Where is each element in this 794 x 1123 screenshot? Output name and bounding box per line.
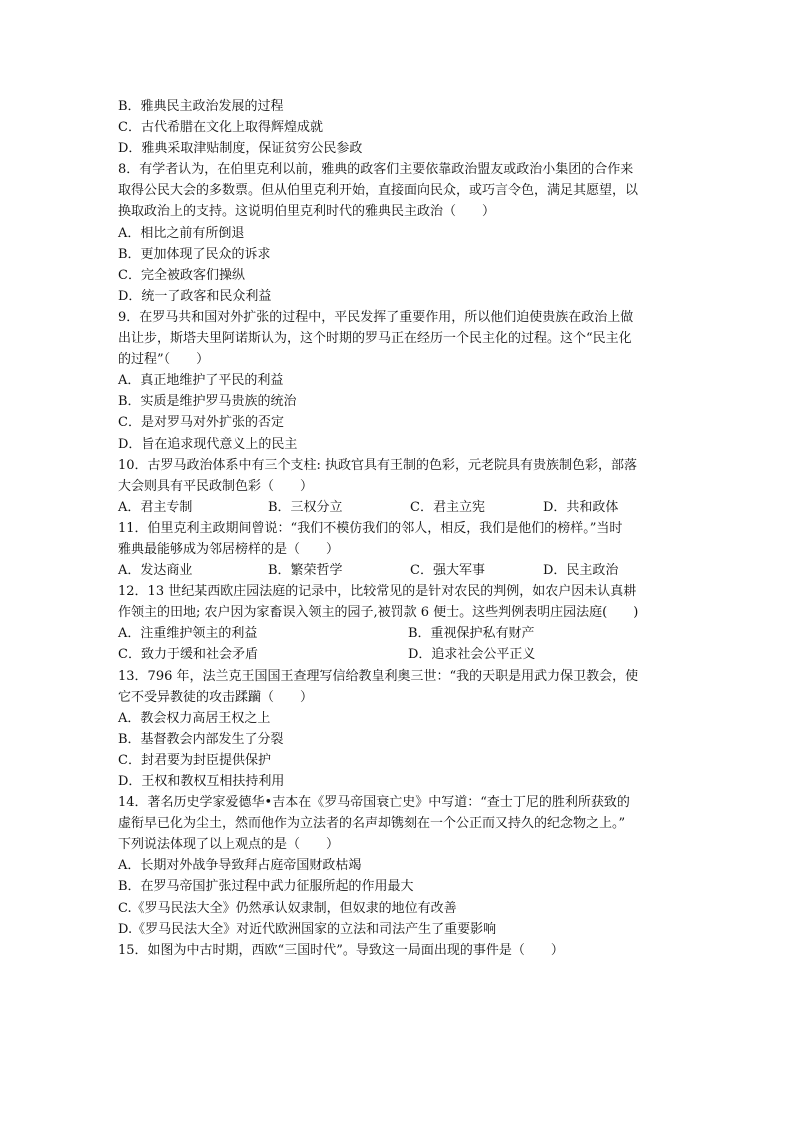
question-stem: 8．有学者认为，在伯里克利以前，雅典的政客们主要依靠政治盟友或政治小集团的合作来 [118,162,634,178]
question-stem: 虚衔早已化为尘土，然而他作为立法者的名声却镌刻在一个公正而又持久的纪念物之上。” [118,816,626,832]
option-c: C．是对罗马对外扩张的否定 [118,415,284,431]
question-stem: 下列说法体现了以上观点的是（ ） [118,837,340,853]
option-a: A．发达商业 [118,563,193,579]
option-b: B．三权分立 [268,499,343,515]
question-10 [118,455,678,518]
option-d: D．统一了政客和民众利益 [118,288,272,304]
option-a: A．注重维护领主的利益 [118,626,258,642]
option-b: B．重视保护私有财产 [408,626,535,642]
question-13 [118,666,678,793]
option-c: C．强大军事 [410,563,485,579]
question-stem: 作领主的田地; 农户因为家畜误入领主的园子,被罚款 6 便士。这些判例表明庄园法庭( ) [118,605,639,621]
option-a: A．教会权力高居王权之上 [118,710,271,726]
question-stem: 11．伯里克利主政期间曾说：“我们不模仿我们的邻人，相反，我们是他们的榜样。”当时 [118,520,623,536]
exam-page [118,96,678,961]
question-stem: 的过程”（ ） [118,352,210,368]
option-b: B．更加体现了民众的诉求 [118,246,271,262]
question-stem: 雅典最能够成为邻居榜样的是（ ） [118,541,340,557]
option-d: D．共和政体 [543,499,619,515]
option-a: A．长期对外战争导致拜占庭帝国财政枯竭 [118,858,362,874]
option-a: A．真正地维护了平民的利益 [118,373,284,389]
option-c: C．封君要为封臣提供保护 [118,752,271,768]
question-stem: 14．著名历史学家爱德华•吉本在《罗马帝国衰亡史》中写道：“查士丁尼的胜利所获致的 [118,795,630,811]
question-stem: 15．如图为中古时期，西欧“三国时代”。导致这一局面出现的事件是（ ） [118,942,564,958]
question-8 [118,159,678,307]
option-d: D．雅典采取津贴制度，保证贫穷公民参政 [118,141,363,157]
option-d: D．旨在追求现代意义上的民主 [118,436,298,452]
question-12 [118,581,678,665]
option-a: A．相比之前有所倒退 [118,225,245,241]
option-c: C．完全被政客们操纵 [118,267,245,283]
question-9 [118,307,678,455]
question-stem: 大会则具有平民政制色彩（ ） [118,478,314,494]
question-stem: 换取政治上的支持。这说明伯里克利时代的雅典民主政治（ ） [118,204,496,220]
options-row [118,644,678,665]
option-b: B．基督教会内部发生了分裂 [118,731,284,747]
option-b: B．繁荣哲学 [268,563,343,579]
option-b: B．在罗马帝国扩张过程中武力征服所起的作用最大 [118,879,414,895]
options-row [118,497,678,518]
option-c: C．古代希腊在文化上取得辉煌成就 [118,120,323,136]
question-stem: 10．古罗马政治体系中有三个支柱: 执政官具有王制的色彩，元老院具有贵族制色彩，部落 [118,457,638,473]
option-a: A．君主专制 [118,499,193,515]
option-c: C．致力于缓和社会矛盾 [118,647,258,663]
option-d: D．追求社会公平正义 [408,647,536,663]
option-c: C．君主立宪 [410,499,485,515]
question-stem: 9．在罗马共和国对外扩张的过程中，平民发挥了重要作用，所以他们迫使贵族在政治上做 [118,309,634,325]
question-stem: 13．796 年，法兰克王国国王查理写信给教皇利奥三世：“我的天职是用武力保卫教会，使 [118,668,639,684]
options-row [118,560,678,581]
option-d: D．民主政治 [543,563,619,579]
option-d: D．王权和教权互相扶持利用 [118,774,285,789]
question-stem: 出让步，斯塔夫里阿诺斯认为，这个时期的罗马正在经历一个民主化的过程。这个“民主化 [118,331,632,347]
question-11 [118,518,678,581]
options-row [118,623,678,644]
option-d: D.《罗马民法大全》对近代欧洲国家的立法和司法产生了重要影响 [118,921,497,937]
option-b: B．实质是维护罗马贵族的统治 [118,394,297,410]
question-15 [118,940,678,961]
question-stem: 12．13 世纪某西欧庄园法庭的记录中，比较常见的是针对农民的判例，如农户因未认真耕 [118,584,637,600]
question-stem: 取得公民大会的多数票。但从伯里克利开始，直接面向民众，或巧言令色，满足其愿望，以 [118,183,639,199]
prev-question-options [118,96,678,159]
question-14 [118,792,678,940]
option-b: B．雅典民主政治发展的过程 [118,99,284,114]
option-c: C.《罗马民法大全》仍然承认奴隶制，但奴隶的地位有改善 [118,900,457,916]
question-stem: 它不受异教徒的攻击蹂躏（ ） [118,689,314,705]
